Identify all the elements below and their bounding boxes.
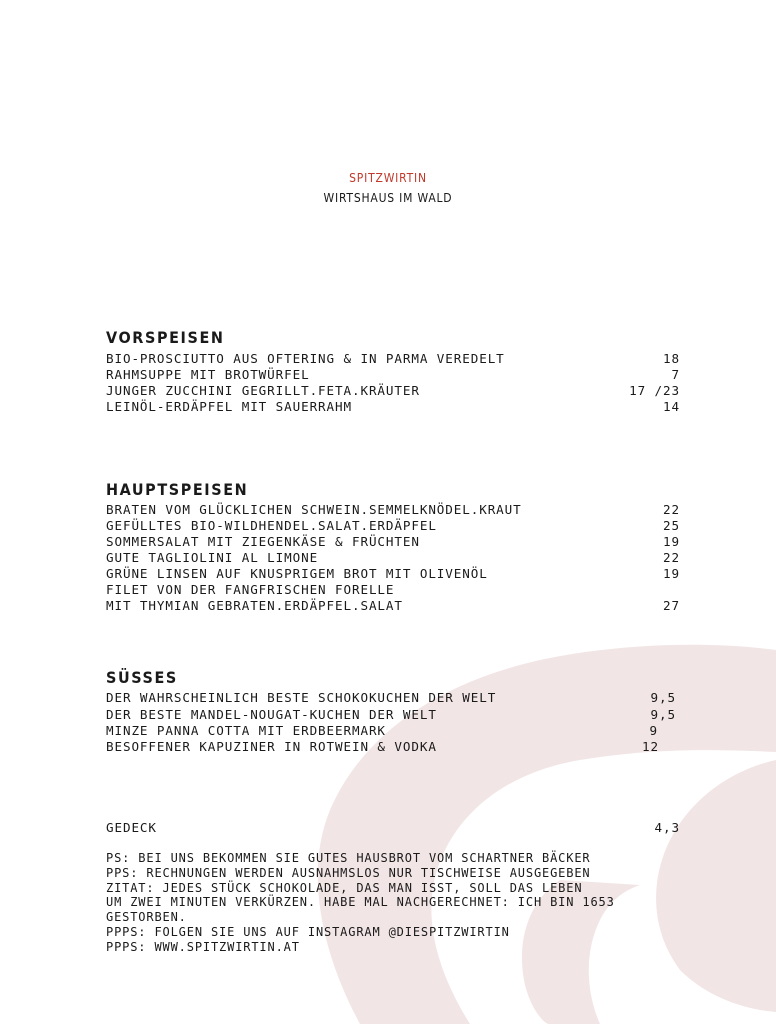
item-name: JUNGER ZUCCHINI GEGRILLT.FETA.KRÄUTER — [106, 383, 420, 398]
item-price: 19 — [663, 566, 680, 581]
item-price: 12 — [642, 739, 659, 754]
item-name: LEINÖL-ERDÄPFEL MIT SAUERRAHM — [106, 399, 352, 414]
gedeck-label: GEDECK — [106, 820, 157, 835]
menu-item — [106, 383, 680, 399]
item-name: DER WAHRSCHEINLICH BESTE SCHOKOKUCHEN DER WELT — [106, 690, 497, 705]
item-name: DER BESTE MANDEL-NOUGAT-KUCHEN DER WELT — [106, 707, 437, 722]
note-line: UM ZWEI MINUTEN VERKÜRZEN. HABE MAL NACHGERECHNET: ICH BIN 1653 — [106, 895, 615, 910]
menu-item — [106, 582, 680, 598]
item-name: RAHMSUPPE MIT BROTWÜRFEL — [106, 367, 310, 382]
item-price: 9,5 — [650, 707, 676, 722]
item-price: 18 — [663, 351, 680, 366]
note-line: PS: BEI UNS BEKOMMEN SIE GUTES HAUSBROT VOM SCHARTNER BÄCKER — [106, 851, 591, 865]
item-price: 25 — [663, 518, 680, 533]
item-name: BESOFFENER KAPUZINER IN ROTWEIN & VODKA — [106, 739, 437, 754]
item-name: BIO-PROSCIUTTO AUS OFTERING & IN PARMA VEREDELT — [106, 351, 505, 366]
note-line: GESTORBEN. — [106, 910, 187, 925]
menu-item — [106, 739, 659, 755]
menu-item — [106, 367, 680, 383]
menu-item — [106, 707, 676, 723]
item-price: 9 — [649, 723, 658, 738]
item-price: 14 — [663, 399, 680, 414]
item-price: 22 — [663, 550, 680, 565]
item-price: 9,5 — [650, 690, 676, 705]
menu-item — [106, 534, 680, 550]
gedeck-row — [106, 820, 680, 836]
section-title-suesses: SÜSSES — [106, 668, 178, 687]
item-name: BRATEN VOM GLÜCKLICHEN SCHWEIN.SEMMELKNÖDEL.KRAUT — [106, 502, 522, 517]
item-name: FILET VON DER FANGFRISCHEN FORELLE — [106, 582, 395, 597]
brand-name: SPITZWIRTIN — [349, 171, 427, 185]
note-line: PPPS: FOLGEN SIE UNS AUF INSTAGRAM @DIESPITZWIRTIN — [106, 924, 510, 939]
note-line: ZITAT: JEDES STÜCK SCHOKOLADE, DAS MAN ISST, SOLL DAS LEBEN — [106, 880, 583, 895]
item-name: GUTE TAGLIOLINI AL LIMONE — [106, 550, 319, 565]
menu-item — [106, 690, 676, 706]
item-price: 17 /23 — [629, 383, 680, 398]
item-price: 27 — [663, 598, 680, 613]
note-line: PPS: RECHNUNGEN WERDEN AUSNAHMSLOS NUR TISCHWEISE AUSGEGEBEN — [106, 865, 591, 880]
brand-tagline: WIRTSHAUS IM WALD — [323, 191, 453, 205]
item-name: MIT THYMIAN GEBRATEN.ERDÄPFEL.SALAT — [106, 598, 403, 613]
menu-item — [106, 399, 680, 415]
footnotes — [106, 851, 666, 955]
item-price: 7 — [671, 367, 680, 382]
item-price: 19 — [663, 534, 680, 549]
item-price: 22 — [663, 502, 680, 517]
note-line: PPPS: WWW.SPITZWIRTIN.AT — [106, 939, 300, 954]
menu-item — [106, 550, 680, 566]
item-name: GRÜNE LINSEN AUF KNUSPRIGEM BROT MIT OLIVENÖL — [106, 566, 488, 581]
menu-item — [106, 502, 680, 518]
item-name: MINZE PANNA COTTA MIT ERDBEERMARK — [106, 723, 386, 738]
gedeck-price: 4,3 — [654, 820, 680, 835]
item-name: GEFÜLLTES BIO-WILDHENDEL.SALAT.ERDÄPFEL — [106, 518, 437, 533]
menu-item — [106, 723, 658, 739]
menu-item — [106, 598, 680, 614]
menu-item — [106, 566, 680, 582]
section-title-hauptspeisen: HAUPTSPEISEN — [106, 480, 249, 499]
section-title-vorspeisen: VORSPEISEN — [106, 328, 225, 347]
item-name: SOMMERSALAT MIT ZIEGENKÄSE & FRÜCHTEN — [106, 534, 420, 549]
menu-item — [106, 518, 680, 534]
menu-item — [106, 351, 680, 367]
